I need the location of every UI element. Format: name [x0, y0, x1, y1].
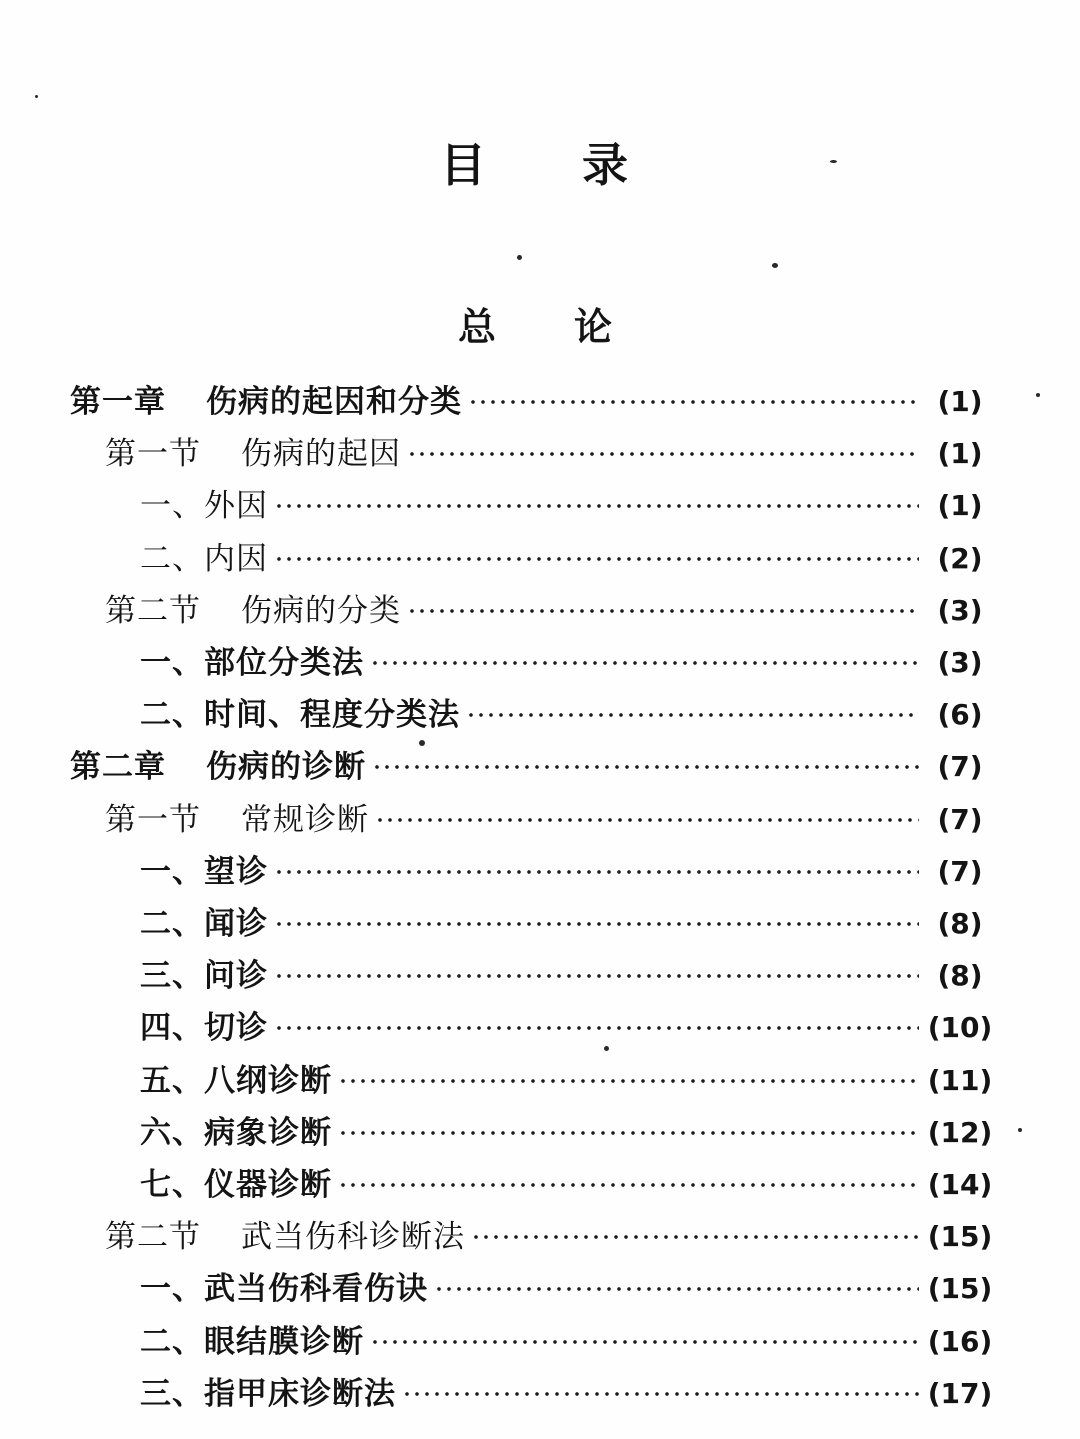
toc-entry-label	[140, 1055, 332, 1107]
toc-entry-title: 二、内因	[140, 540, 268, 577]
toc-entry-label	[140, 1002, 268, 1054]
dot-leader	[274, 1024, 919, 1032]
scan-speck	[1018, 1128, 1022, 1132]
dot-leader	[274, 868, 919, 876]
toc-entry	[140, 1159, 995, 1211]
toc-entry	[140, 637, 995, 689]
toc-entry	[105, 585, 995, 637]
toc-page-number: (7)	[937, 750, 983, 784]
toc-entry-label	[140, 1263, 428, 1315]
toc-entry-title: 二、时间、程度分类法	[140, 697, 460, 734]
toc-entry	[105, 428, 995, 480]
dot-leader	[375, 816, 919, 824]
toc-entry-title: 二、眼结膜诊断	[140, 1323, 364, 1360]
toc-entry-number: 第二节	[105, 592, 201, 629]
toc-entry-label	[105, 585, 401, 637]
dot-leader	[407, 607, 919, 615]
toc-entry-number: 第二章	[70, 749, 166, 786]
toc-entry-number: 第二节	[105, 1219, 201, 1256]
toc-page-number: (1)	[937, 437, 983, 471]
toc-entry-number: 第一节	[105, 436, 201, 473]
toc-page-number: (1)	[937, 385, 983, 418]
dot-leader	[274, 502, 919, 510]
dot-leader	[370, 1338, 919, 1346]
toc-entry-title: 一、望诊	[140, 853, 268, 890]
toc-entry-label	[140, 846, 268, 898]
dot-leader	[338, 1181, 919, 1189]
dot-leader	[274, 972, 919, 980]
scan-speck	[830, 160, 837, 163]
toc-entry-label	[140, 950, 268, 1002]
toc-page-number: (1)	[937, 489, 983, 523]
toc-entry-title: 常规诊断	[241, 801, 369, 838]
toc-entry-label	[140, 1316, 364, 1368]
scan-speck	[604, 1046, 609, 1051]
toc-entry	[140, 1316, 995, 1368]
toc-page-number: (15)	[927, 1272, 993, 1306]
toc-entry	[105, 1211, 995, 1263]
toc-entry-label	[140, 1368, 396, 1420]
toc-entry	[105, 794, 995, 846]
toc-entry	[70, 741, 995, 793]
toc-entry-title: 武当伤科诊断法	[241, 1219, 465, 1256]
toc-entry-label	[105, 1211, 465, 1263]
toc-entry-title: 二、闻诊	[140, 906, 268, 942]
toc-entry-label	[140, 689, 460, 741]
toc-entry	[140, 1107, 995, 1159]
toc-entry-title: 四、切诊	[140, 1010, 268, 1047]
toc-entry	[140, 1368, 995, 1420]
toc-entry-title: 伤病的起因	[241, 436, 401, 473]
scan-speck	[419, 740, 425, 746]
dot-leader	[471, 1233, 919, 1241]
dot-leader	[372, 763, 919, 771]
toc-entry-label	[70, 741, 366, 793]
toc-page-number: (17)	[927, 1376, 993, 1410]
toc-entry	[140, 898, 995, 950]
toc-entry	[140, 950, 995, 1002]
scan-speck	[35, 95, 38, 98]
toc-entry-label	[140, 898, 268, 950]
toc-entry-title: 伤病的起因和分类	[206, 384, 462, 420]
dot-leader	[434, 1285, 919, 1293]
toc-entry-number: 第一章	[70, 384, 166, 420]
toc-entry-label	[140, 1107, 332, 1159]
toc-entry-title: 七、仪器诊断	[140, 1167, 332, 1203]
toc-entry-label	[70, 376, 462, 428]
scan-speck	[1036, 393, 1040, 397]
dot-leader	[468, 398, 919, 406]
toc-entry	[140, 533, 995, 585]
scan-speck	[772, 263, 778, 268]
toc-entry-label	[105, 428, 401, 480]
toc-page-number: (8)	[937, 907, 983, 940]
dot-leader	[338, 1077, 919, 1085]
toc-page-number: (7)	[937, 802, 983, 836]
toc-page-number: (2)	[937, 541, 983, 575]
dot-leader	[274, 555, 919, 563]
toc-entry-title: 六、病象诊断	[140, 1114, 332, 1151]
toc-entry-title: 三、问诊	[140, 958, 268, 995]
toc-entry-label	[140, 480, 268, 532]
toc-entry-title: 一、外因	[140, 488, 268, 525]
toc-entry-number: 第一节	[105, 801, 201, 838]
toc-page-number: (14)	[927, 1168, 993, 1201]
dot-leader	[370, 659, 919, 667]
toc-page-number: (8)	[937, 959, 983, 993]
toc-page-number: (15)	[927, 1220, 993, 1254]
toc-entry-title: 三、指甲床诊断法	[140, 1375, 396, 1412]
toc-entry-title: 伤病的诊断	[206, 749, 366, 786]
toc-page-number: (12)	[927, 1115, 993, 1149]
toc-entry-title: 五、八纲诊断	[140, 1062, 332, 1099]
toc-entry	[140, 1263, 995, 1315]
dot-leader	[274, 920, 919, 928]
toc-entry	[140, 1002, 995, 1054]
toc-entry	[140, 480, 995, 532]
toc-entry-label	[140, 533, 268, 585]
toc-entry	[140, 846, 995, 898]
dot-leader	[407, 450, 919, 458]
toc-page-number: (6)	[937, 698, 983, 732]
section-title: 总论	[458, 304, 691, 349]
toc-page-number: (16)	[927, 1324, 993, 1358]
toc-entry-label	[140, 1159, 332, 1211]
toc-page-number: (7)	[937, 854, 983, 888]
toc-entry	[70, 376, 995, 428]
toc-entry-label	[140, 637, 364, 689]
toc-page-number: (11)	[927, 1063, 993, 1097]
page-title: 目录	[440, 138, 724, 192]
dot-leader	[466, 711, 919, 719]
toc-entry-title: 伤病的分类	[241, 592, 401, 629]
toc-page-number: (3)	[937, 646, 983, 679]
toc-entry-title: 一、部位分类法	[140, 645, 364, 681]
toc-page-number: (3)	[937, 593, 983, 627]
dot-leader	[402, 1390, 919, 1398]
toc-entry	[140, 1055, 995, 1107]
toc-entry-title: 一、武当伤科看伤诀	[140, 1271, 428, 1308]
toc-entry-label	[105, 794, 369, 846]
dot-leader	[338, 1129, 919, 1137]
toc-entry	[140, 689, 995, 741]
toc-page-number: (10)	[927, 1011, 993, 1045]
scan-speck	[517, 255, 522, 260]
